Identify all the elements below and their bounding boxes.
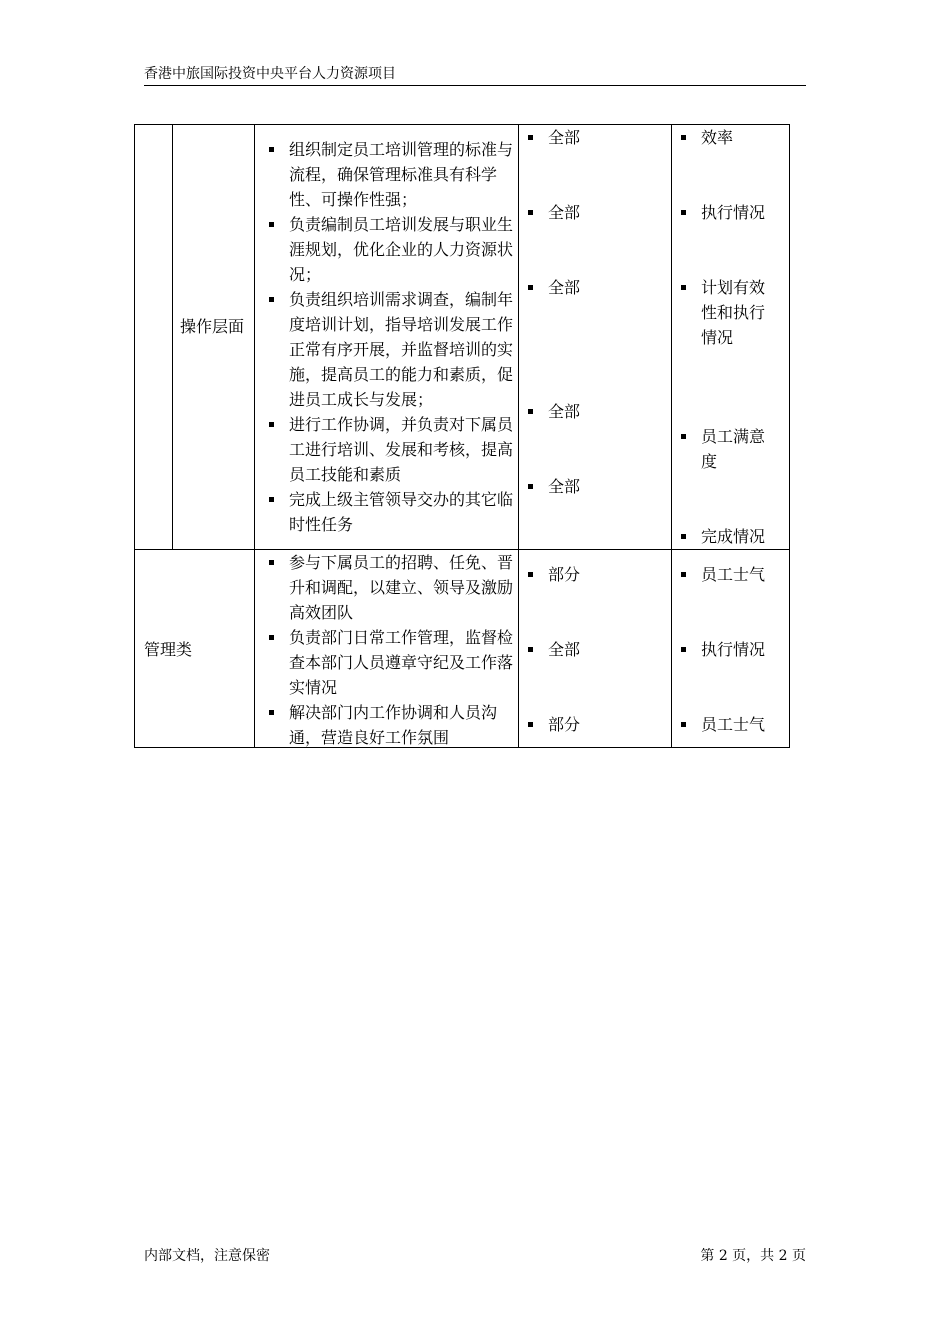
duty-item: 参与下属员工的招聘、任免、晋升和调配，以建立、领导及激励高效团队 [260,550,514,625]
grid-line [254,125,255,747]
scope-item: 全部 [519,399,580,424]
scope-item: 全部 [519,125,580,150]
duty-item: 进行工作协调，并负责对下属员工进行培训、发展和考核，提高员工技能和素质 [260,412,514,487]
duty-item: 解决部门内工作协调和人员沟通，营造良好工作氛围 [260,700,514,750]
metric-item: 执行情况 [672,637,765,662]
metric-item: 员工士气 [672,562,765,587]
scope-item: 全部 [519,275,580,300]
scope-item: 全部 [519,637,580,662]
grid-line [172,125,173,549]
metric-item: 完成情况 [672,524,789,549]
page-header [144,64,806,86]
duty-item: 负责编制员工培训发展与职业生涯规划，优化企业的人力资源状况； [260,212,514,287]
page-number: 第 2 页，共 2 页 [700,1248,806,1264]
scope-item: 全部 [519,474,580,499]
duties-list [260,550,514,750]
scope-item: 部分 [519,562,580,587]
metric-item: 员工士气 [672,712,765,737]
duties-list [260,137,514,537]
category-label: 管理类 [144,640,193,659]
header-title: 香港中旅国际投资中央平台人力资源项目 [144,66,396,82]
duty-item: 负责部门日常工作管理，监督检查本部门人员遵章守纪及工作落实情况 [260,625,514,700]
confidential-note: 内部文档，注意保密 [144,1248,270,1264]
metric-item: 执行情况 [672,200,789,225]
metric-item: 计划有效性和执行情况 [672,275,773,350]
duty-item: 负责组织培训需求调查，编制年度培训计划，指导培训发展工作正常有序开展，并监督培训的实施，提高员工的能力和素质，促进员工成长与发展； [260,287,514,412]
duty-item: 组织制定员工培训管理的标准与流程，确保管理标准具有科学性、可操作性强； [260,137,514,212]
responsibility-table [134,124,790,748]
metric-item: 效率 [672,125,773,150]
metric-item: 员工满意度 [672,424,773,474]
duty-item: 完成上级主管领导交办的其它临时性任务 [260,487,514,537]
sub-category-label: 操作层面 [180,317,245,336]
scope-item: 全部 [519,200,580,225]
scope-item: 部分 [519,712,580,737]
